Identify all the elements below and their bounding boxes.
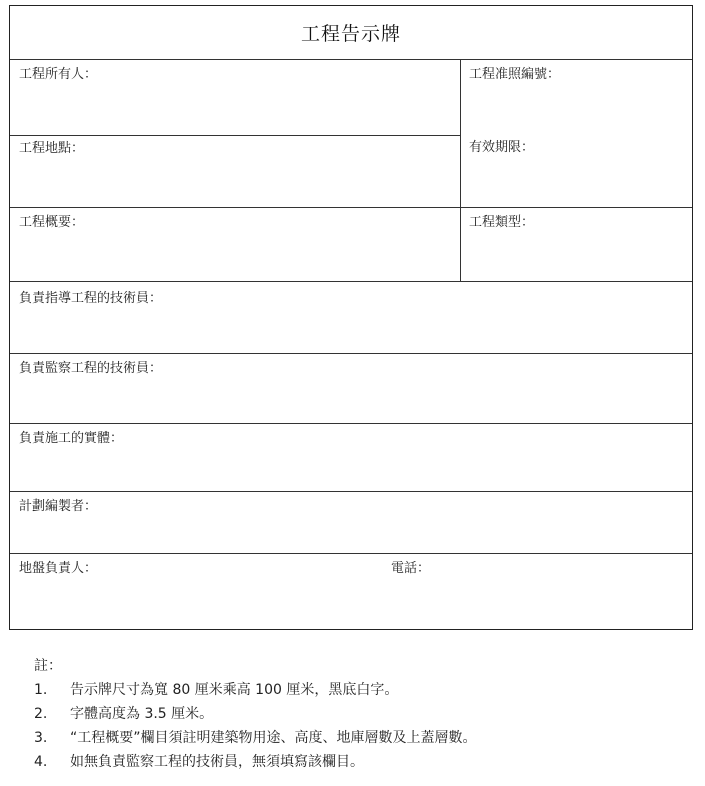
note-item xyxy=(34,678,477,702)
note-text: “工程概要”欄目須註明建築物用途、高度、地庫層數及上蓋層數。 xyxy=(70,730,477,746)
divider xyxy=(10,135,460,136)
divider xyxy=(10,491,692,492)
note-text: 字體高度為 3.5 厘米。 xyxy=(70,706,214,722)
phone-label: 電話： xyxy=(391,561,431,576)
note-number: 3. xyxy=(34,730,48,746)
construction-entity-label: 負責施工的實體： xyxy=(19,431,124,446)
note-item xyxy=(34,702,477,726)
guiding-technician-label: 負責指導工程的技術員： xyxy=(19,291,163,306)
note-number: 2. xyxy=(34,706,48,722)
project-notice-board-form xyxy=(9,5,693,630)
permit-number-label: 工程准照編號： xyxy=(469,67,561,82)
form-title: 工程告示牌 xyxy=(300,23,401,45)
note-item xyxy=(34,726,477,750)
divider xyxy=(10,281,692,282)
summary-label: 工程概要： xyxy=(19,215,85,230)
divider xyxy=(10,59,692,60)
note-text: 如無負責監察工程的技術員，無須填寫該欄目。 xyxy=(70,754,364,770)
notes-heading: 註： xyxy=(34,658,62,674)
validity-label: 有效期限： xyxy=(469,140,535,155)
column-divider xyxy=(460,59,461,281)
location-label: 工程地點： xyxy=(19,141,85,156)
note-number: 1. xyxy=(34,682,48,698)
supervising-technician-label: 負責監察工程的技術員： xyxy=(19,361,163,376)
planner-label: 計劃編製者： xyxy=(19,499,98,514)
divider xyxy=(10,207,692,208)
notes-section xyxy=(34,654,477,774)
owner-label: 工程所有人： xyxy=(19,67,98,82)
type-label: 工程類型： xyxy=(469,215,535,230)
site-manager-label: 地盤負責人： xyxy=(19,561,98,576)
divider xyxy=(10,353,692,354)
note-number: 4. xyxy=(34,754,48,770)
note-item xyxy=(34,750,477,774)
divider xyxy=(10,423,692,424)
divider xyxy=(10,553,692,554)
note-text: 告示牌尺寸為寬 80 厘米乘高 100 厘米，黑底白字。 xyxy=(70,682,399,698)
